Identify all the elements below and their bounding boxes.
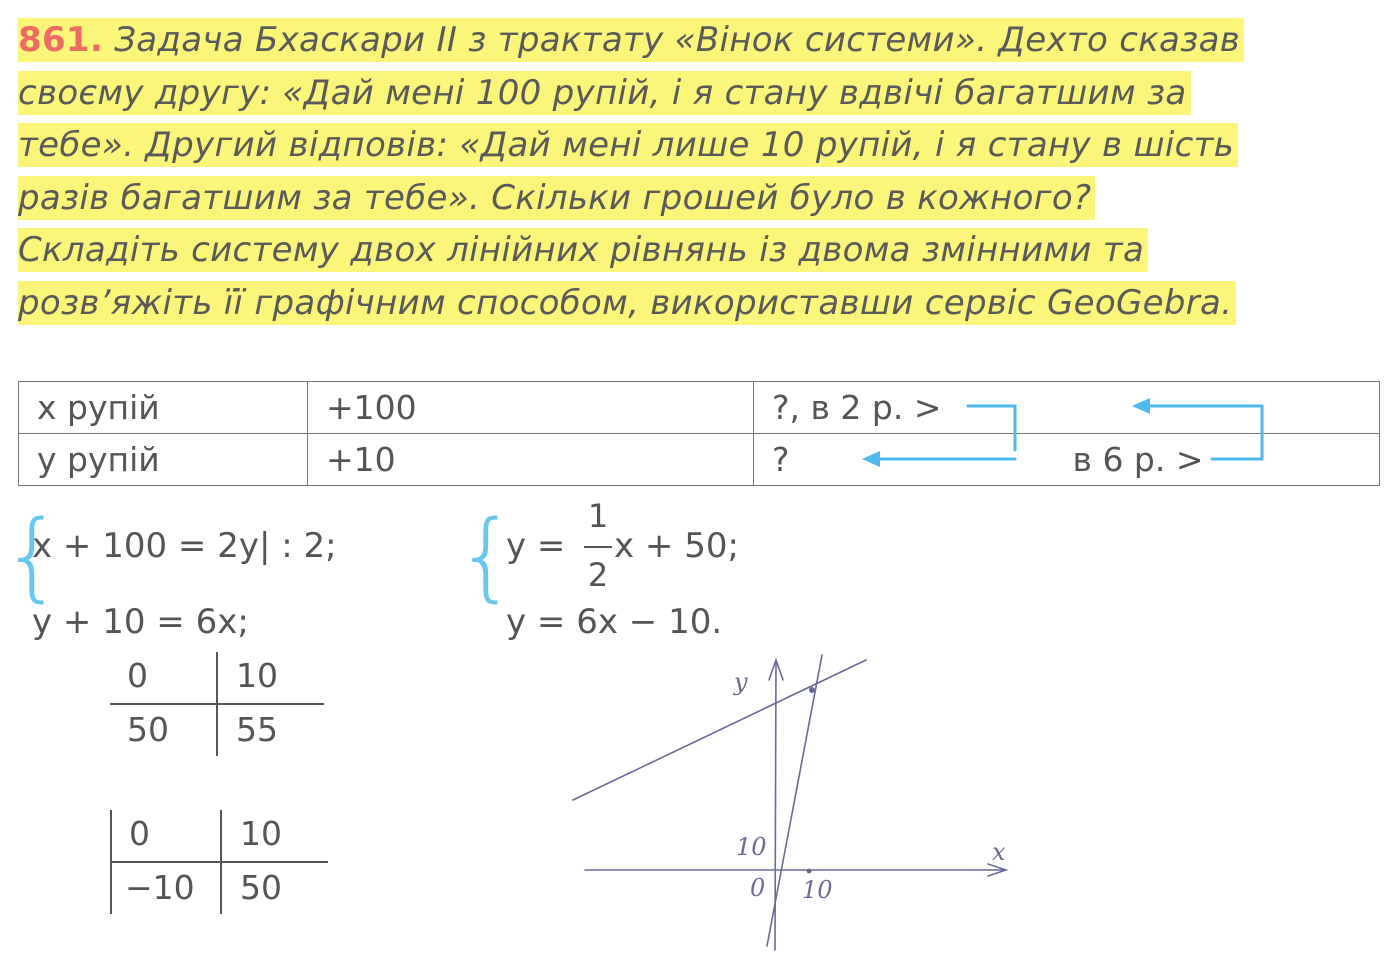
system1-eq2: y + 10 = 6x;	[32, 602, 249, 642]
row2-result-text: ?	[772, 440, 790, 479]
problem-line-2: своєму другу: «Дай мені 100 рупій, і я стану вдвічі багатшим за	[18, 71, 1191, 115]
problem-line-5: Складіть систему двох лінійних рівнянь із двома змінними та	[18, 228, 1148, 272]
row2-gift: +10	[308, 434, 754, 486]
row2-extra-text: в 6 р. >	[1072, 440, 1204, 479]
system2-eq2: y = 6x − 10.	[506, 602, 723, 642]
line-y-half-x-plus-50	[573, 660, 866, 800]
graph-x-label: x	[992, 838, 1006, 866]
vt1-x1: 0	[127, 656, 148, 695]
problem-line-3: тебе». Другий відповів: «Дай мені лише 10 рупій, і я стану в шість	[18, 123, 1238, 167]
row2-who: y рупій	[19, 434, 308, 486]
graph-y-tick-label: 10	[736, 833, 767, 861]
graph-x-tick-label: 10	[802, 876, 833, 904]
problem-number: 861.	[18, 20, 104, 60]
intersection-point	[809, 687, 815, 693]
fraction-denominator: 2	[587, 556, 609, 594]
graph-y-label: y	[734, 668, 748, 696]
system1-eq1: x + 100 = 2y| : 2;	[32, 526, 337, 566]
brace-system-2: {	[456, 500, 518, 612]
vt2-y2: 50	[240, 868, 282, 907]
row1-gift: +100	[308, 382, 754, 434]
vt2-x2: 10	[240, 814, 282, 853]
brace-system-1: {	[2, 500, 64, 612]
vt2-y1: −10	[125, 868, 195, 907]
fraction-numerator: 1	[587, 497, 609, 535]
vt2-x1: 0	[129, 814, 150, 853]
problem-line-4: разів багатшим за тебе». Скільки грошей було в кожного?	[18, 176, 1095, 220]
system2-eq1-right: x + 50;	[614, 526, 739, 566]
row1-result: ?, в 2 р. >	[754, 382, 1380, 434]
vt1-x2: 10	[236, 656, 278, 695]
row1-who: x рупій	[19, 382, 308, 434]
vt1-y2: 55	[236, 710, 278, 749]
graph-origin-label: 0	[750, 874, 766, 902]
vt1-y1: 50	[127, 710, 169, 749]
x-tick-point	[807, 869, 812, 874]
problem-line-1: Задача Бхаскари II з трактату «Вінок системи». Дехто сказав	[114, 20, 1241, 60]
system2-eq1-left: y =	[506, 526, 566, 566]
problem-line-6: розв’яжіть її графічним способом, використавши сервіс GeoGebra.	[18, 281, 1236, 325]
